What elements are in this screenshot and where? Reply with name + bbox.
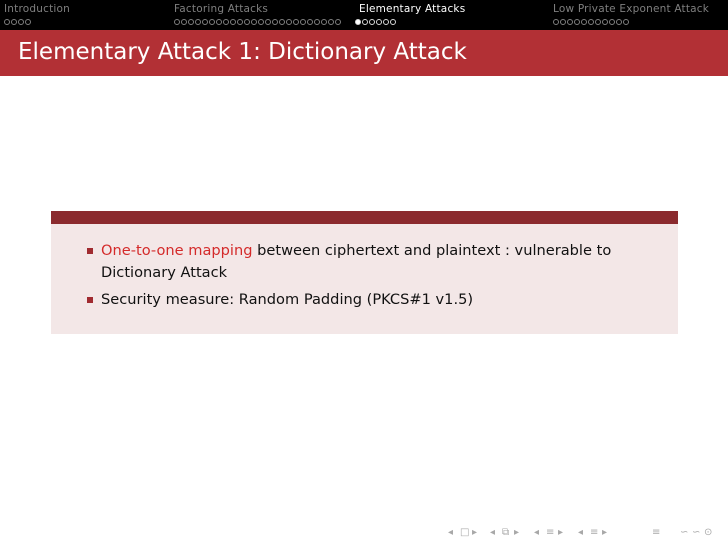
nav-dot[interactable]	[574, 19, 580, 25]
nav-dot[interactable]	[362, 19, 368, 25]
nav-dots-low-private-exponent-attack[interactable]	[553, 17, 629, 27]
nav-dot[interactable]	[376, 19, 382, 25]
section-icon[interactable]: ≡	[546, 527, 555, 538]
nav-dot[interactable]	[265, 19, 271, 25]
nav-dot[interactable]	[237, 19, 243, 25]
nav-section-low-private-exponent-attack[interactable]	[553, 0, 728, 30]
frame-title: Elementary Attack 1: Dictionary Attack	[18, 39, 467, 65]
nav-dot[interactable]	[18, 19, 24, 25]
nav-dot[interactable]	[209, 19, 215, 25]
nav-dots-elementary-attacks[interactable]	[355, 17, 396, 27]
block-body	[51, 224, 678, 334]
subsection-icon[interactable]: ⧉	[502, 527, 510, 538]
nav-section-label: Introduction	[4, 3, 70, 15]
document-icon[interactable]: ≡	[590, 527, 599, 538]
prev-document-icon[interactable]: ◂	[578, 527, 584, 538]
frame-icon[interactable]: □	[460, 527, 470, 538]
nav-dot[interactable]	[223, 19, 229, 25]
nav-dot[interactable]	[272, 19, 278, 25]
nav-dot[interactable]	[258, 19, 264, 25]
nav-dot[interactable]	[251, 19, 257, 25]
nav-dot[interactable]	[279, 19, 285, 25]
nav-dot[interactable]	[25, 19, 31, 25]
search-icon[interactable]: ⊙	[704, 527, 713, 538]
nav-dot[interactable]	[174, 19, 180, 25]
nav-dot[interactable]	[609, 19, 615, 25]
nav-dot[interactable]	[553, 19, 559, 25]
nav-dot[interactable]	[602, 19, 608, 25]
frame-title-bar	[0, 30, 728, 76]
highlighted-text: One-to-one mapping	[101, 242, 253, 259]
nav-dot[interactable]	[188, 19, 194, 25]
nav-dots-introduction[interactable]	[4, 17, 31, 27]
nav-dot[interactable]	[383, 19, 389, 25]
nav-dot[interactable]	[328, 19, 334, 25]
nav-dot[interactable]	[321, 19, 327, 25]
nav-section-label: Low Private Exponent Attack	[553, 3, 710, 15]
nav-dot[interactable]	[11, 19, 17, 25]
prev-subsection-icon[interactable]: ◂	[490, 527, 496, 538]
next-subsection-icon[interactable]: ▸	[514, 527, 520, 538]
nav-dot[interactable]	[581, 19, 587, 25]
nav-dot[interactable]	[181, 19, 187, 25]
align-icon[interactable]: ≡	[652, 527, 661, 538]
nav-dot[interactable]	[567, 19, 573, 25]
nav-dot[interactable]	[195, 19, 201, 25]
nav-dot[interactable]	[390, 19, 396, 25]
nav-dot[interactable]	[244, 19, 250, 25]
nav-section-factoring-attacks[interactable]	[174, 0, 359, 30]
nav-section-introduction[interactable]	[4, 0, 124, 30]
nav-dot[interactable]	[307, 19, 313, 25]
nav-dot[interactable]	[560, 19, 566, 25]
square-bullet-icon	[87, 297, 93, 303]
square-bullet-icon	[87, 248, 93, 254]
list-item	[87, 240, 647, 284]
nav-dot[interactable]	[314, 19, 320, 25]
prev-section-icon[interactable]: ◂	[534, 527, 540, 538]
nav-dot[interactable]	[230, 19, 236, 25]
nav-dot[interactable]	[616, 19, 622, 25]
nav-dot[interactable]	[335, 19, 341, 25]
block-title-bar	[51, 211, 678, 224]
nav-dot[interactable]	[202, 19, 208, 25]
nav-section-elementary-attacks[interactable]	[359, 0, 529, 30]
list-item	[87, 289, 647, 311]
nav-dot[interactable]	[588, 19, 594, 25]
next-document-icon[interactable]: ▸	[602, 527, 608, 538]
nav-dot[interactable]	[300, 19, 306, 25]
section-navigation-bar	[0, 0, 728, 30]
item-text: Security measure: Random Padding (PKCS#1 v1.5)	[101, 291, 474, 308]
prev-frame-icon[interactable]: ◂	[448, 527, 454, 538]
nav-section-label: Elementary Attacks	[359, 3, 466, 15]
nav-dot[interactable]	[369, 19, 375, 25]
next-section-icon[interactable]: ▸	[558, 527, 564, 538]
nav-dot[interactable]	[623, 19, 629, 25]
nav-dots-factoring-attacks[interactable]	[174, 17, 341, 27]
zoom-search-icon[interactable]: ∽	[680, 527, 689, 538]
nav-section-label: Factoring Attacks	[174, 3, 269, 15]
next-frame-icon[interactable]: ▸	[472, 527, 478, 538]
nav-dot-current[interactable]	[355, 19, 361, 25]
content-block	[51, 211, 678, 334]
nav-dot[interactable]	[216, 19, 222, 25]
beamer-navigation-symbols	[448, 525, 720, 541]
nav-dot[interactable]	[293, 19, 299, 25]
zoom-icon[interactable]: ∽	[692, 527, 701, 538]
nav-dot[interactable]	[286, 19, 292, 25]
item-text: between ciphertext and plaintext : vulnerable to Dictionary Attack	[101, 242, 612, 281]
bullet-list	[87, 240, 647, 316]
nav-dot[interactable]	[4, 19, 10, 25]
nav-dot[interactable]	[595, 19, 601, 25]
